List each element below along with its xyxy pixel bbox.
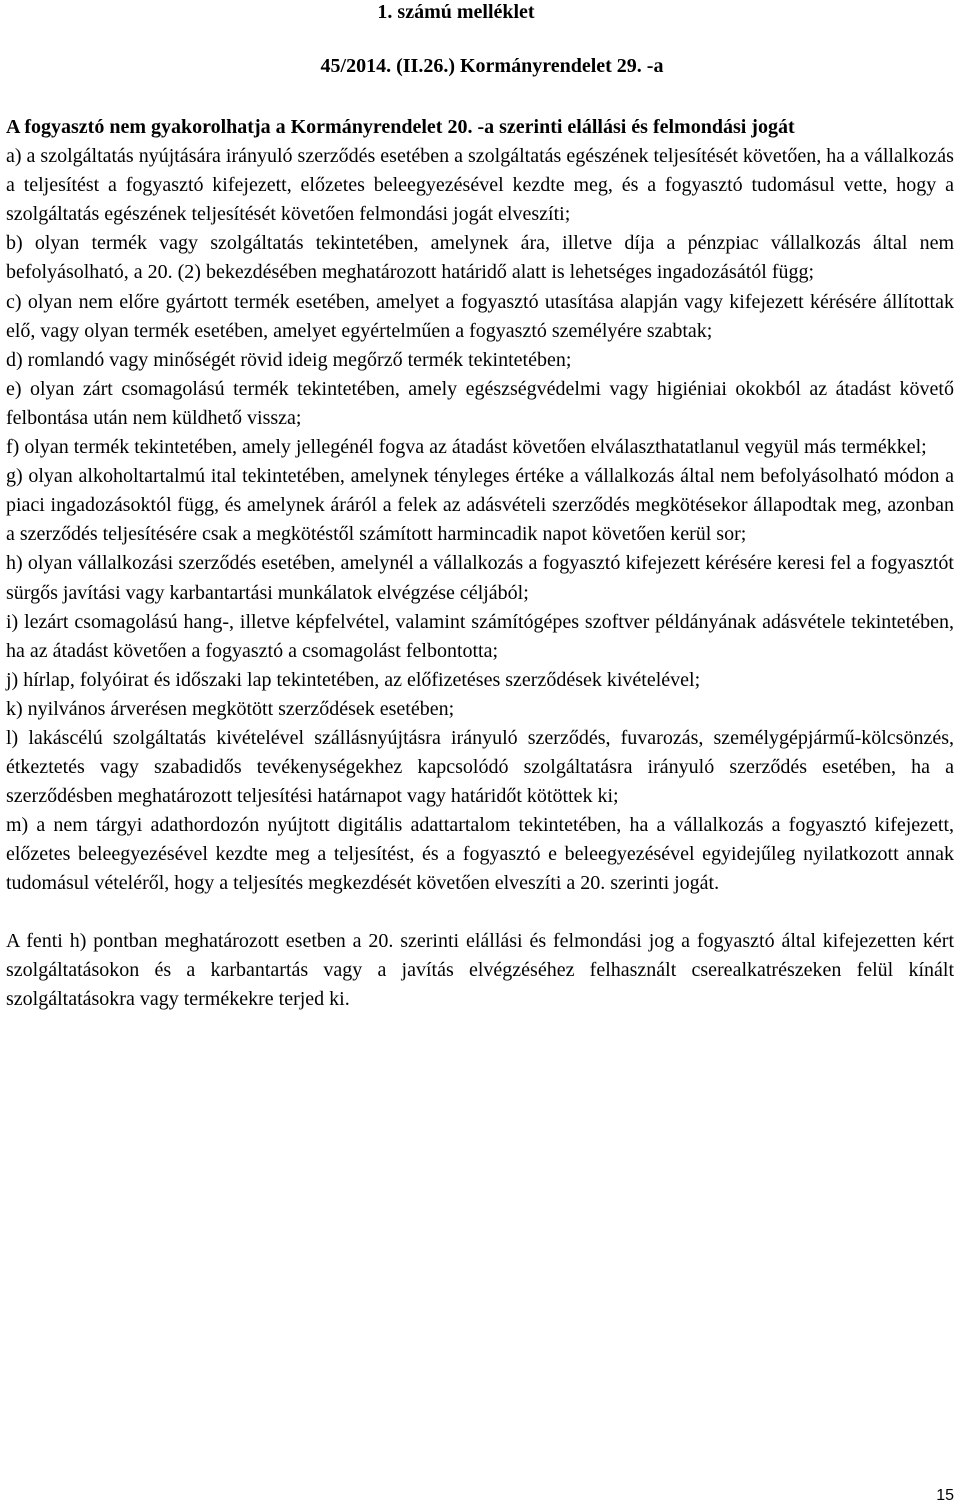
list-item-d: d) romlandó vagy minőségét rövid ideig megőrző termék tekintetében; [6, 348, 572, 371]
list-item-f: f) olyan termék tekintetében, amely jellegénél fogva az átadást követően elválaszthatatlanul vegyül más termékkel; [6, 436, 927, 459]
closing-paragraph: A fenti h) pontban meghatározott esetben a 20. szerinti elállási és felmondási jog a fogyasztó által kifejezetten kért szolgáltatásokon és a karbantartás vagy a javítás elvégzéséhez felhasznált cserealkatrészeken felül kínált szolgáltatásokra vagy termékekre terjed ki. [6, 929, 954, 1010]
list-item-a-continued: a teljesítést a fogyasztó kifejezett, előzetes beleegyezésével kezdte meg, és a fogyasztó tudomásul vette, hogy a szolgáltatás egészének teljesítését követően felmondási jogát elveszíti; [6, 174, 954, 226]
list-item-c: c) olyan nem előre gyártott termék esetében, amelyet a fogyasztó utasítása alapján vagy kifejezett kérésére állítottak elő, vagy olyan termék esetében, amelyet egyértelműen a fogyasztó személyére szabtak; [6, 290, 954, 342]
list-item-a: a) a szolgáltatás nyújtására irányuló szerződés esetében a szolgáltatás egészének teljesítését követően, ha a vállalkozás [6, 145, 954, 168]
list-item-e: e) olyan zárt csomagolású termék tekintetében, amely egészségvédelmi vagy higiéniai okokból az átadást követő felbontása után nem küldhető vissza; [6, 377, 954, 429]
intro-paragraph: A fogyasztó nem gyakorolhatja a Kormányrendelet 20. -a szerinti elállási és felmondási jogát [6, 116, 795, 138]
annex-title: 1. számú melléklet [377, 1, 535, 23]
list-item-l: l) lakáscélú szolgáltatás kivételével szállásnyújtásra irányuló szerződés, fuvarozás, személygépjármű-kölcsönzés, étkeztetés vagy szabadidős tevékenységekhez kapcsolódó szolgáltatásra irányuló szerződés esetében, ha a szerződésben meghatározott teljesítési határnapot vagy határidőt kötöttek ki; [6, 726, 954, 808]
list-item-b: b) olyan termék vagy szolgáltatás tekintetében, amelynek ára, illetve díja a pénzpiac vállalkozás által nem befolyásolható, a 20. (2) bekezdésében meghatározott határidő alatt is lehetséges ingadozásától függ; [6, 232, 954, 284]
list-item-j: j) hírlap, folyóirat és időszaki lap tekintetében, az előfizetéses szerződések kivételével; [6, 668, 701, 691]
document-body [6, 113, 954, 1014]
list-item-h: h) olyan vállalkozási szerződés esetében, amelynél a vállalkozás a fogyasztó kifejezett kérésére keresi fel a fogyasztót sürgős javítási vagy karbantartási munkálatok elvégzése céljából; [6, 552, 954, 604]
list-item-g: g) olyan alkoholtartalmú ital tekintetében, amelynek tényleges értéke a vállalkozás által nem befolyásolható módon a piaci ingadozásoktól függ, és amelynek áráról a felek az adásvételi szerződés megkötésekor állapodtak meg, azonban a szerződés teljesítésére csak a megkötéstől számított harmincadik napot követően kerül sor; [6, 465, 954, 546]
list-item-k: k) nyilvános árverésen megkötött szerződések esetében; [6, 697, 455, 720]
list-item-m: m) a nem tárgyi adathordozón nyújtott digitális adattartalom tekintetében, ha a vállalkozás a fogyasztó kifejezett, előzetes beleegyezésével kezdte meg a teljesítést, és a fogyasztó e beleegyezésével egyidejűleg nyilatkozott annak tudomásul vételéről, hogy a teljesítés megkezdését követően elveszíti a 20. szerinti jogát. [6, 814, 954, 895]
decree-reference: 45/2014. (II.26.) Kormányrendelet 29. -a [320, 55, 664, 77]
list-item-i: i) lezárt csomagolású hang-, illetve képfelvétel, valamint számítógépes szoftver példányának adásvétele tekintetében, ha az átadást követően a fogyasztó a csomagolást felbontotta; [6, 610, 954, 662]
page-number: 15 [936, 1487, 954, 1504]
